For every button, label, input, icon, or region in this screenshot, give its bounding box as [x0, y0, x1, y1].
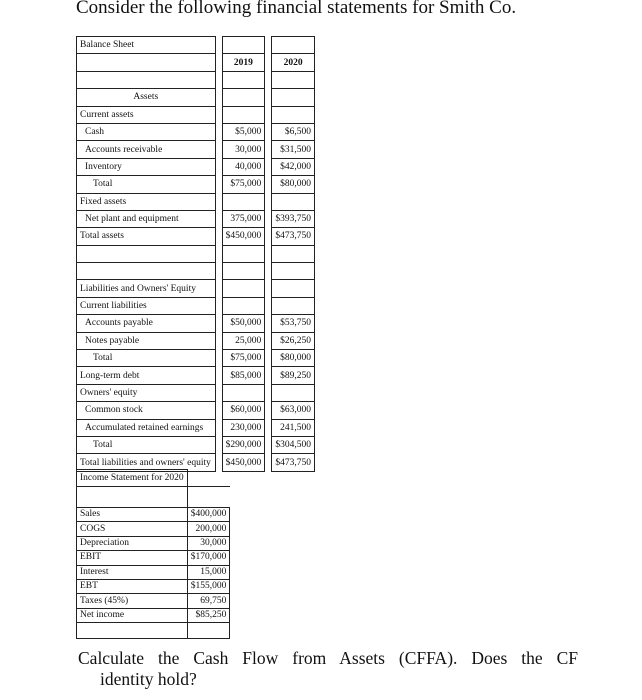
row-label: Total assets [77, 228, 216, 245]
table-row [77, 522, 230, 536]
table-row [77, 158, 315, 175]
cell-2019: 230,000 [222, 419, 265, 436]
row-label: Depreciation [77, 536, 188, 550]
table-row [77, 176, 315, 193]
table-row [77, 228, 315, 245]
row-label: Accumulated retained earnings [77, 419, 216, 436]
row-value: 30,000 [187, 536, 230, 550]
owners-equity-label: Owners' equity [77, 384, 216, 401]
liabilities-heading: Liabilities and Owners' Equity [77, 280, 216, 297]
table-row [77, 436, 315, 453]
income-statement-table [76, 469, 230, 639]
table-row [77, 536, 230, 550]
row-label: Total [77, 176, 216, 193]
row-value: $155,000 [187, 579, 230, 593]
current-assets-label: Current assets [77, 106, 216, 123]
table-row [77, 210, 315, 227]
current-liabilities-label: Current liabilities [77, 297, 216, 314]
cell-2019: $50,000 [222, 315, 265, 332]
cell-2019: $450,000 [222, 454, 265, 471]
row-value: 69,750 [187, 594, 230, 608]
year-2020-header: 2020 [272, 54, 315, 71]
cell-2019: $85,000 [222, 367, 265, 384]
cell-2019: $290,000 [222, 436, 265, 453]
cell-2020: $473,750 [272, 454, 315, 471]
cell-2019: $5,000 [222, 123, 265, 140]
cell-2020: $53,750 [272, 315, 315, 332]
cell-2019: $75,000 [222, 176, 265, 193]
row-label: Common stock [77, 402, 216, 419]
row-label: Long-term debt [77, 367, 216, 384]
row-label: Total [77, 436, 216, 453]
table-row [77, 141, 315, 158]
row-label: Net plant and equipment [77, 210, 216, 227]
table-row [77, 565, 230, 579]
cell-2020: $473,750 [272, 228, 315, 245]
question-line-1: Calculate the Cash Flow from Assets (CFFA). Does the CF [78, 648, 578, 668]
balance-sheet-table [76, 36, 315, 472]
cell-2019: 30,000 [222, 141, 265, 158]
cell-2019: $60,000 [222, 402, 265, 419]
cell-2020: 241,500 [272, 419, 315, 436]
cell-2020: $304,500 [272, 436, 315, 453]
cell-2020: $89,250 [272, 367, 315, 384]
row-label: Interest [77, 565, 188, 579]
row-label: EBT [77, 579, 188, 593]
cell-2020: $393,750 [272, 210, 315, 227]
question-line-2: identity hold? [100, 669, 197, 689]
row-value: $85,250 [187, 608, 230, 622]
row-label: Taxes (45%) [77, 594, 188, 608]
row-label: Total liabilities and owners' equity [77, 454, 216, 471]
table-row [77, 608, 230, 622]
cell-2020: $6,500 [272, 123, 315, 140]
table-row [77, 419, 315, 436]
table-row [77, 551, 230, 565]
row-label: Sales [77, 508, 188, 522]
cell-2019: $75,000 [222, 350, 265, 367]
row-label: EBIT [77, 551, 188, 565]
row-value: $400,000 [187, 508, 230, 522]
cell-2020: $42,000 [272, 158, 315, 175]
table-row [77, 332, 315, 349]
table-row [77, 315, 315, 332]
row-label: COGS [77, 522, 188, 536]
cell-2020: $31,500 [272, 141, 315, 158]
table-row [77, 594, 230, 608]
table-row [77, 123, 315, 140]
row-value: $170,000 [187, 551, 230, 565]
row-label: Notes payable [77, 332, 216, 349]
cell-2019: 25,000 [222, 332, 265, 349]
cell-2019: 375,000 [222, 210, 265, 227]
row-label: Cash [77, 123, 216, 140]
row-label: Accounts payable [77, 315, 216, 332]
row-label: Accounts receivable [77, 141, 216, 158]
assets-heading: Assets [77, 89, 216, 106]
year-2019-header: 2019 [222, 54, 265, 71]
cell-2020: $80,000 [272, 176, 315, 193]
cell-2020: $26,250 [272, 332, 315, 349]
table-row [77, 579, 230, 593]
row-label: Inventory [77, 158, 216, 175]
balance-sheet-title: Balance Sheet [77, 37, 216, 54]
fixed-assets-label: Fixed assets [77, 193, 216, 210]
row-label: Net income [77, 608, 188, 622]
cell-2020: $63,000 [272, 402, 315, 419]
cell-2019: 40,000 [222, 158, 265, 175]
cell-2019: $450,000 [222, 228, 265, 245]
row-value: 200,000 [187, 522, 230, 536]
row-value: 15,000 [187, 565, 230, 579]
question-text [78, 648, 578, 690]
cell-2020: $80,000 [272, 350, 315, 367]
row-label: Total [77, 350, 216, 367]
table-row [77, 367, 315, 384]
income-statement-title: Income Statement for 2020 [77, 470, 188, 487]
page-heading: Consider the following financial statements for Smith Co. [76, 0, 517, 18]
table-row [77, 508, 230, 522]
table-row [77, 402, 315, 419]
table-row [77, 350, 315, 367]
